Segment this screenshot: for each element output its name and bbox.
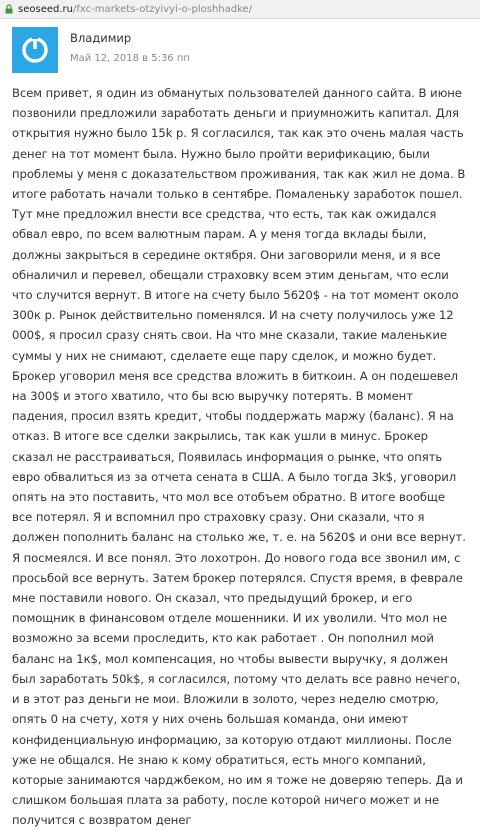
- address-bar[interactable]: [0, 0, 480, 19]
- avatar[interactable]: [12, 27, 58, 73]
- comment-author: Владимир: [70, 31, 132, 45]
- url-host: seoseed.ru: [18, 3, 73, 15]
- comment-meta: [70, 27, 190, 64]
- comment: [0, 19, 480, 831]
- comment-date[interactable]: Май 12, 2018 в 5:36 пп: [70, 53, 190, 64]
- comment-text: Всем привет, я один из обманутых пользователей данного сайта. В июне позвонили предложили заработать деньги и приумножить капитал. Для открытия нужно было 15k р. Я согласился, так как это очень малая часть денег на тот момент была. Нужно было пройти верификацию, были проблемы у меня с доказательством проживания, так как жил не дома. В итоге работать начали только в сентябре. Помаленьку заработок пошел. Тут мне предложил внести все средства, что есть, так как ожидался обвал евро, по всем валютным парам. А у меня тогда вклады были, должны закрыться в середине октября. Они заговорили меня, и я все обналичил и перевел, обещали страховку всем этим деньгам, что если что случится вернут. В итоге на счету было 5620$ - на тот момент около 300к р. Рынок действительно поменялся. И на счету получилось уже 12 000$, я просил сразу снять свои. На что мне сказали, такие маленькие суммы у них не снимают, сделаете еще пару сделок, и можно будет. Брокер уговорил меня все средства вложить в биткоин. А он подешевел на 300$ и этого хватило, что бы всю выручку потерять. В момент падения, просил взять кредит, чтобы поддержать маржу (баланс). Я на отказ. В итоге все сделки закрылись, так как ушли в минус. Брокер сказал не расстраиваться, Появилась информация о рынке, что опять евро обвалиться из за отчета сената в США. А было тогда 3k$, уговорил опять на это поставить, что мол все отобъем обратно. В итоге вообще все потерял. Я и вспомнил про страховку сразу. Они сказали, что я должен пополнить баланс на столько же, т. е. на 5620$ и они все вернут. Я посмеялся. И все понял. Это лохотрон. До нового года все звонил им, с просьбой все вернуть. Затем брокер потерялся. Спустя время, в феврале мне поставили нового. Он сказал, что предыдущий брокер, и его помощник в финансовом отделе мошенники. И их уволили. Что мол не возможно за всеми проследить, кто как работает . Он пополнил мой баланс на 1к$, мол компенсация, но чтобы вывести выручку, я должен был заработать 50k$, я согласился, потому что делать все равно нечего, и в этот раз деньги не мои. Вложили в золото, через неделю смотрю, опять 0 на счету, хотя у них очень большая команда, они имеют конфиденциальную информацию, за которую отдают миллионы. После уже не общался. Не знаю к кому обратиться, есть много компаний, которые занимаются чарджбеком, но им я тоже не доверяю теперь. Да и слишком большая плата за работу, после которой ничего может и не получится с возвратом денег: [12, 86, 466, 828]
- lock-icon: [4, 4, 14, 14]
- default-avatar-icon: [19, 34, 51, 66]
- comment-header: [12, 27, 466, 73]
- url-path: /fxc-markets-otzyivyi-o-ploshhadke/: [72, 3, 253, 15]
